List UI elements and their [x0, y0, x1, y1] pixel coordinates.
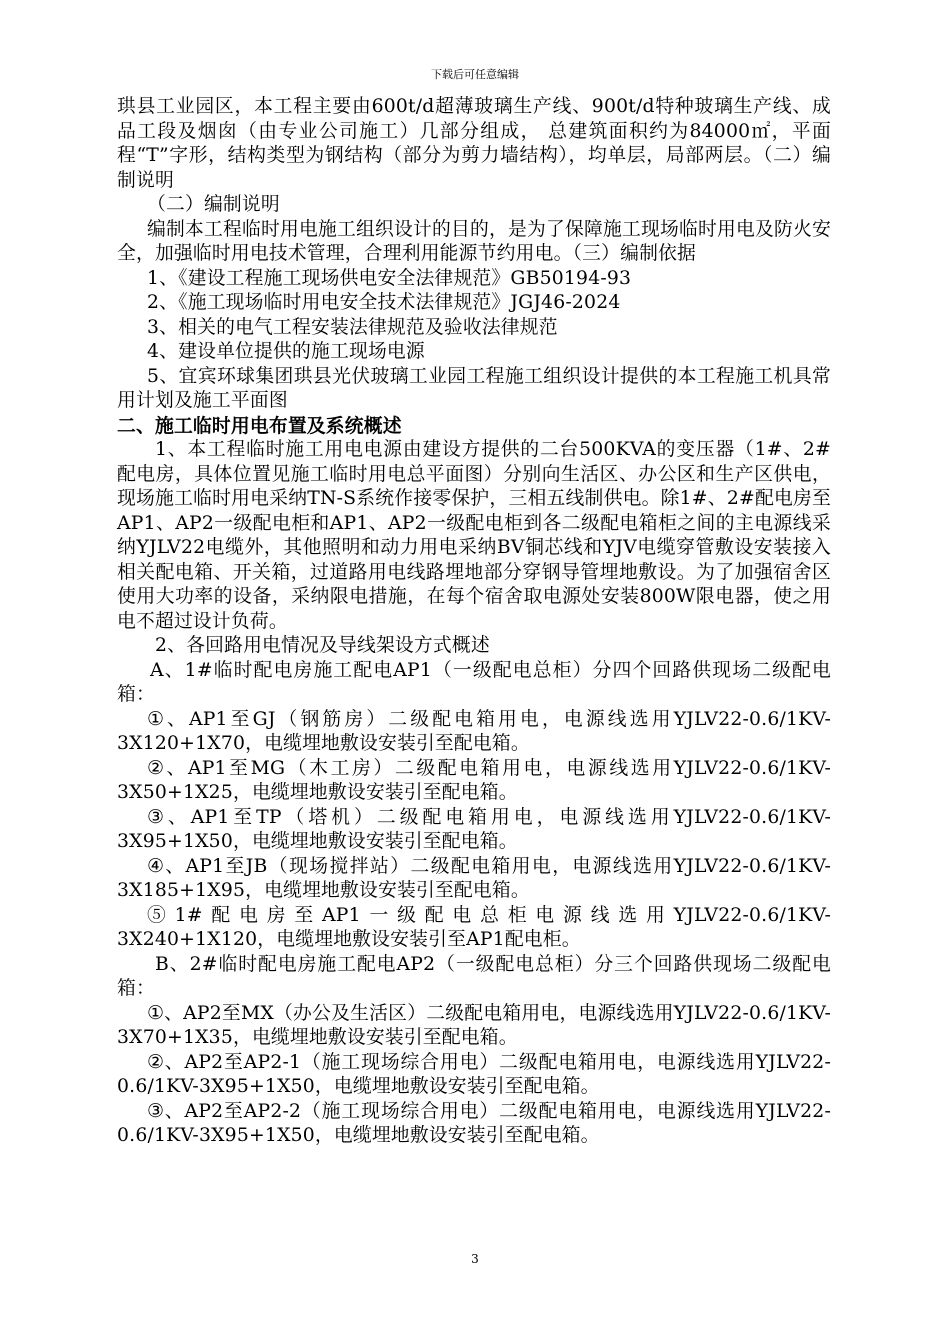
paragraph-basis-5: 5、宜宾环球集团珙县光伏玻璃工业园工程施工组织设计提供的本工程施工机具常用计划及施工平面图: [117, 365, 831, 411]
paragraph-ap1-jb: ④、AP1至JB（现场搅拌站）二级配电箱用电，电源线选用YJLV22-0.6/1KV-3X185+1X95，电缆埋地敷设安装引至配电箱。: [117, 855, 831, 901]
paragraph-ap1-gj: ①、AP1至GJ（钢筋房）二级配电箱用电，电源线选用YJLV22-0.6/1KV-3X120+1X70，电缆埋地敷设安装引至配电箱。: [117, 708, 831, 754]
paragraph-basis-3: 3、相关的电气工程安装法律规范及验收法律规范: [147, 316, 558, 338]
paragraph-section-2-title: （二）编制说明: [147, 194, 280, 215]
paragraph-ap1-main: ⑤1#配电房至AP1一级配电总柜电源线选用YJLV22-0.6/1KV-3X240+1X120，电缆埋地敷设安装引至AP1配电柜。: [117, 904, 831, 950]
paragraph-basis-2: 2、《施工现场临时用电安全技术法律规范》JGJ46-2024: [147, 292, 621, 313]
paragraph-ap2-mx: ①、AP2至MX（办公及生活区）二级配电箱用电，电源线选用YJLV22-0.6/1KV-3X70+1X35，电缆埋地敷设安装引至配电箱。: [117, 1002, 831, 1048]
paragraph-purpose: 编制本工程临时用电施工组织设计的目的，是为了保障施工现场临时用电及防火安全，加强临时用电技术管理，合理利用能源节约用电。（三）编制依据: [117, 218, 831, 264]
document-body: [117, 95, 831, 1149]
paragraph-basis-4: 4、建设单位提供的施工现场电源: [147, 341, 425, 362]
paragraph-ap1-tp: ③、AP1至TP（塔机）二级配电箱用电，电源线选用YJLV22-0.6/1KV-3X95+1X50，电缆埋地敷设安装引至配电箱。: [117, 806, 831, 852]
section-heading-2: 二、施工临时用电布置及系统概述: [117, 414, 402, 437]
paragraph-circuit-overview: 2、各回路用电情况及导线架设方式概述: [155, 635, 490, 656]
paragraph-ap1-intro: A、1#临时配电房施工配电AP1（一级配电总柜）分四个回路供现场二级配电箱：: [117, 659, 831, 705]
page-header-note: 下载后可任意编辑: [431, 68, 519, 81]
paragraph-ap2-2: ③、AP2至AP2-2（施工现场综合用电）二级配电箱用电，电源线选用YJLV22-0.6/1KV-3X95+1X50，电缆埋地敷设安装引至配电箱。: [117, 1100, 831, 1146]
paragraph-power-overview: 1、本工程临时施工用电电源由建设方提供的二台500KVA的变压器（1#、2#配电房，具体位置见施工临时用电总平面图）分别向生活区、办公区和生产区供电，现场施工临时用电采纳TN-S系统作接零保护，三相五线制供电。除1#、2#配电房至AP1、AP2一级配电柜和AP1、AP2一级配电柜到各二级配电箱柜之间的主电源线采纳YJLV22电缆外，其他照明和动力用电采纳BV铜芯线和YJV电缆穿管敷设安装接入相关配电箱、开关箱，过道路用电线路埋地部分穿钢导管埋地敷设。为了加强宿舍区使用大功率的设备，采纳限电措施，在每个宿舍取电源处安装800W限电器，使之用电不超过设计负荷。: [117, 439, 831, 632]
page-number: 3: [471, 1252, 479, 1266]
paragraph-ap2-1: ②、AP2至AP2-1（施工现场综合用电）二级配电箱用电，电源线选用YJLV22-0.6/1KV-3X95+1X50，电缆埋地敷设安装引至配电箱。: [117, 1051, 831, 1097]
paragraph-ap2-intro: B、2#临时配电房施工配电AP2（一级配电总柜）分三个回路供现场二级配电箱：: [117, 953, 831, 999]
paragraph-basis-1: 1、《建设工程施工现场供电安全法律规范》GB50194-93: [147, 267, 632, 289]
paragraph-ap1-mg: ②、AP1至MG（木工房）二级配电箱用电，电源线选用YJLV22-0.6/1KV-3X50+1X25，电缆埋地敷设安装引至配电箱。: [117, 757, 831, 803]
paragraph-project-overview: 珙县工业园区，本工程主要由600t/d超薄玻璃生产线、900t/d特种玻璃生产线、成品工段及烟囱（由专业公司施工）几部分组成， 总建筑面积约为84000㎡，平面程“T”字形，结构类型为钢结构（部分为剪力墙结构），均单层，局部两层。（二）编制说明: [117, 96, 831, 191]
